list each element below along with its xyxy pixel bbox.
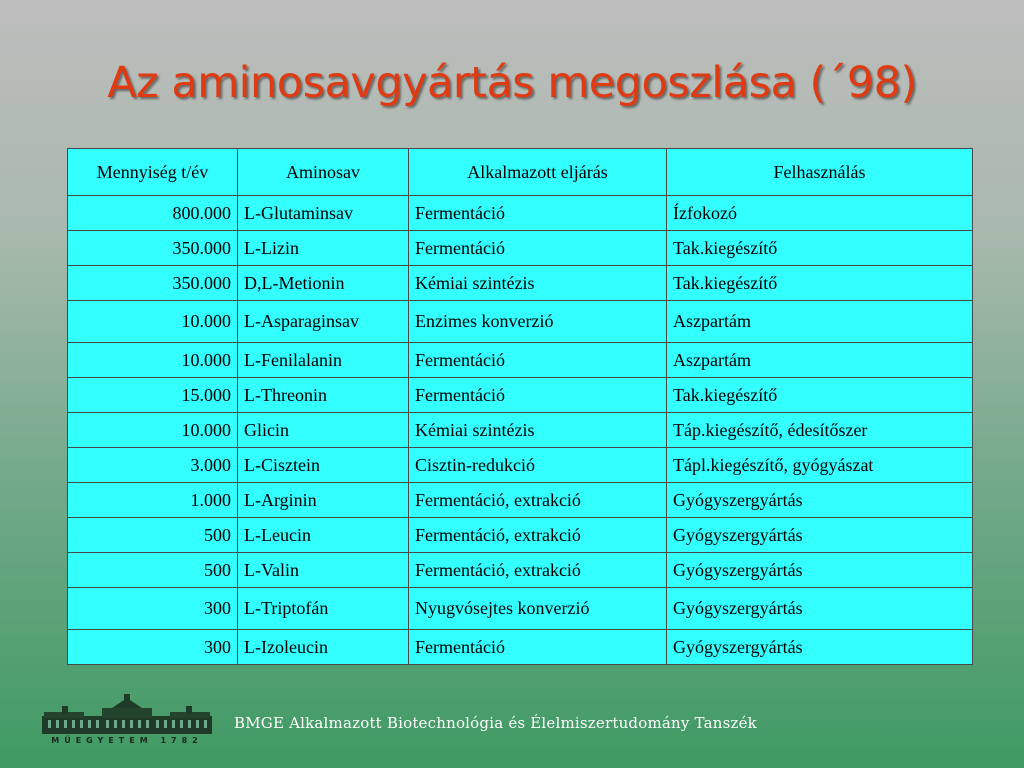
cell-amino-acid: Glicin [238, 413, 409, 448]
cell-method: Fermentáció, extrakció [409, 553, 667, 588]
table-row [68, 588, 973, 630]
cell-amino-acid: L-Arginin [238, 483, 409, 518]
cell-method: Fermentáció [409, 630, 667, 665]
table-row [68, 553, 973, 588]
cell-amino-acid: L-Fenilalanin [238, 343, 409, 378]
cell-method: Fermentáció [409, 378, 667, 413]
cell-method: Kémiai szintézis [409, 413, 667, 448]
slide-title: Az aminosavgyártás megoszlása (´98) [107, 58, 917, 108]
cell-quantity: 10.000 [68, 343, 238, 378]
cell-quantity: 500 [68, 553, 238, 588]
cell-usage: Tak.kiegészítő [667, 266, 973, 301]
table-row [68, 343, 973, 378]
cell-quantity: 350.000 [68, 231, 238, 266]
cell-usage: Aszpartám [667, 343, 973, 378]
cell-quantity: 10.000 [68, 413, 238, 448]
cell-amino-acid: L-Triptofán [238, 588, 409, 630]
table-row [68, 231, 973, 266]
cell-method: Fermentáció [409, 196, 667, 231]
cell-quantity: 15.000 [68, 378, 238, 413]
table-row [68, 413, 973, 448]
cell-usage: Gyógyszergyártás [667, 588, 973, 630]
cell-quantity: 300 [68, 588, 238, 630]
cell-quantity: 300 [68, 630, 238, 665]
university-building-logo [42, 694, 212, 754]
cell-quantity: 3.000 [68, 448, 238, 483]
cell-usage: Gyógyszergyártás [667, 518, 973, 553]
slide-footer [0, 694, 1024, 754]
cell-method: Cisztin-redukció [409, 448, 667, 483]
cell-usage: Tak.kiegészítő [667, 231, 973, 266]
cell-method: Fermentáció, extrakció [409, 483, 667, 518]
logo-caption: MŰEGYETEM 1782 [51, 736, 203, 745]
cell-method: Fermentáció [409, 231, 667, 266]
cell-amino-acid: L-Glutaminsav [238, 196, 409, 231]
header-usage: Felhasználás [667, 149, 973, 196]
table-header-row [68, 149, 973, 196]
cell-usage: Tápl.kiegészítő, gyógyászat [667, 448, 973, 483]
cell-usage: Táp.kiegészítő, édesítőszer [667, 413, 973, 448]
cell-quantity: 500 [68, 518, 238, 553]
table-row [68, 630, 973, 665]
table-row [68, 196, 973, 231]
cell-quantity: 10.000 [68, 301, 238, 343]
cell-amino-acid: L-Lizin [238, 231, 409, 266]
cell-amino-acid: L-Leucin [238, 518, 409, 553]
cell-usage: Ízfokozó [667, 196, 973, 231]
header-quantity: Mennyiség t/év [68, 149, 238, 196]
table-row [68, 448, 973, 483]
cell-amino-acid: L-Izoleucin [238, 630, 409, 665]
cell-quantity: 350.000 [68, 266, 238, 301]
cell-method: Enzimes konverzió [409, 301, 667, 343]
cell-usage: Gyógyszergyártás [667, 483, 973, 518]
cell-usage: Tak.kiegészítő [667, 378, 973, 413]
cell-method: Fermentáció, extrakció [409, 518, 667, 553]
table-row [68, 483, 973, 518]
institution-name: BMGE Alkalmazott Biotechnológia és Élelmiszertudomány Tanszék [234, 714, 757, 732]
cell-amino-acid: L-Valin [238, 553, 409, 588]
cell-amino-acid: L-Threonin [238, 378, 409, 413]
header-method: Alkalmazott eljárás [409, 149, 667, 196]
table-row [68, 301, 973, 343]
cell-amino-acid: L-Asparaginsav [238, 301, 409, 343]
cell-method: Nyugvósejtes konverzió [409, 588, 667, 630]
cell-usage: Gyógyszergyártás [667, 630, 973, 665]
header-amino-acid: Aminosav [238, 149, 409, 196]
cell-usage: Gyógyszergyártás [667, 553, 973, 588]
amino-acid-table [67, 148, 973, 665]
cell-amino-acid: D,L-Metionin [238, 266, 409, 301]
cell-usage: Aszpartám [667, 301, 973, 343]
table-row [68, 266, 973, 301]
cell-quantity: 800.000 [68, 196, 238, 231]
table-row [68, 518, 973, 553]
cell-amino-acid: L-Cisztein [238, 448, 409, 483]
cell-method: Fermentáció [409, 343, 667, 378]
cell-method: Kémiai szintézis [409, 266, 667, 301]
cell-quantity: 1.000 [68, 483, 238, 518]
table-row [68, 378, 973, 413]
